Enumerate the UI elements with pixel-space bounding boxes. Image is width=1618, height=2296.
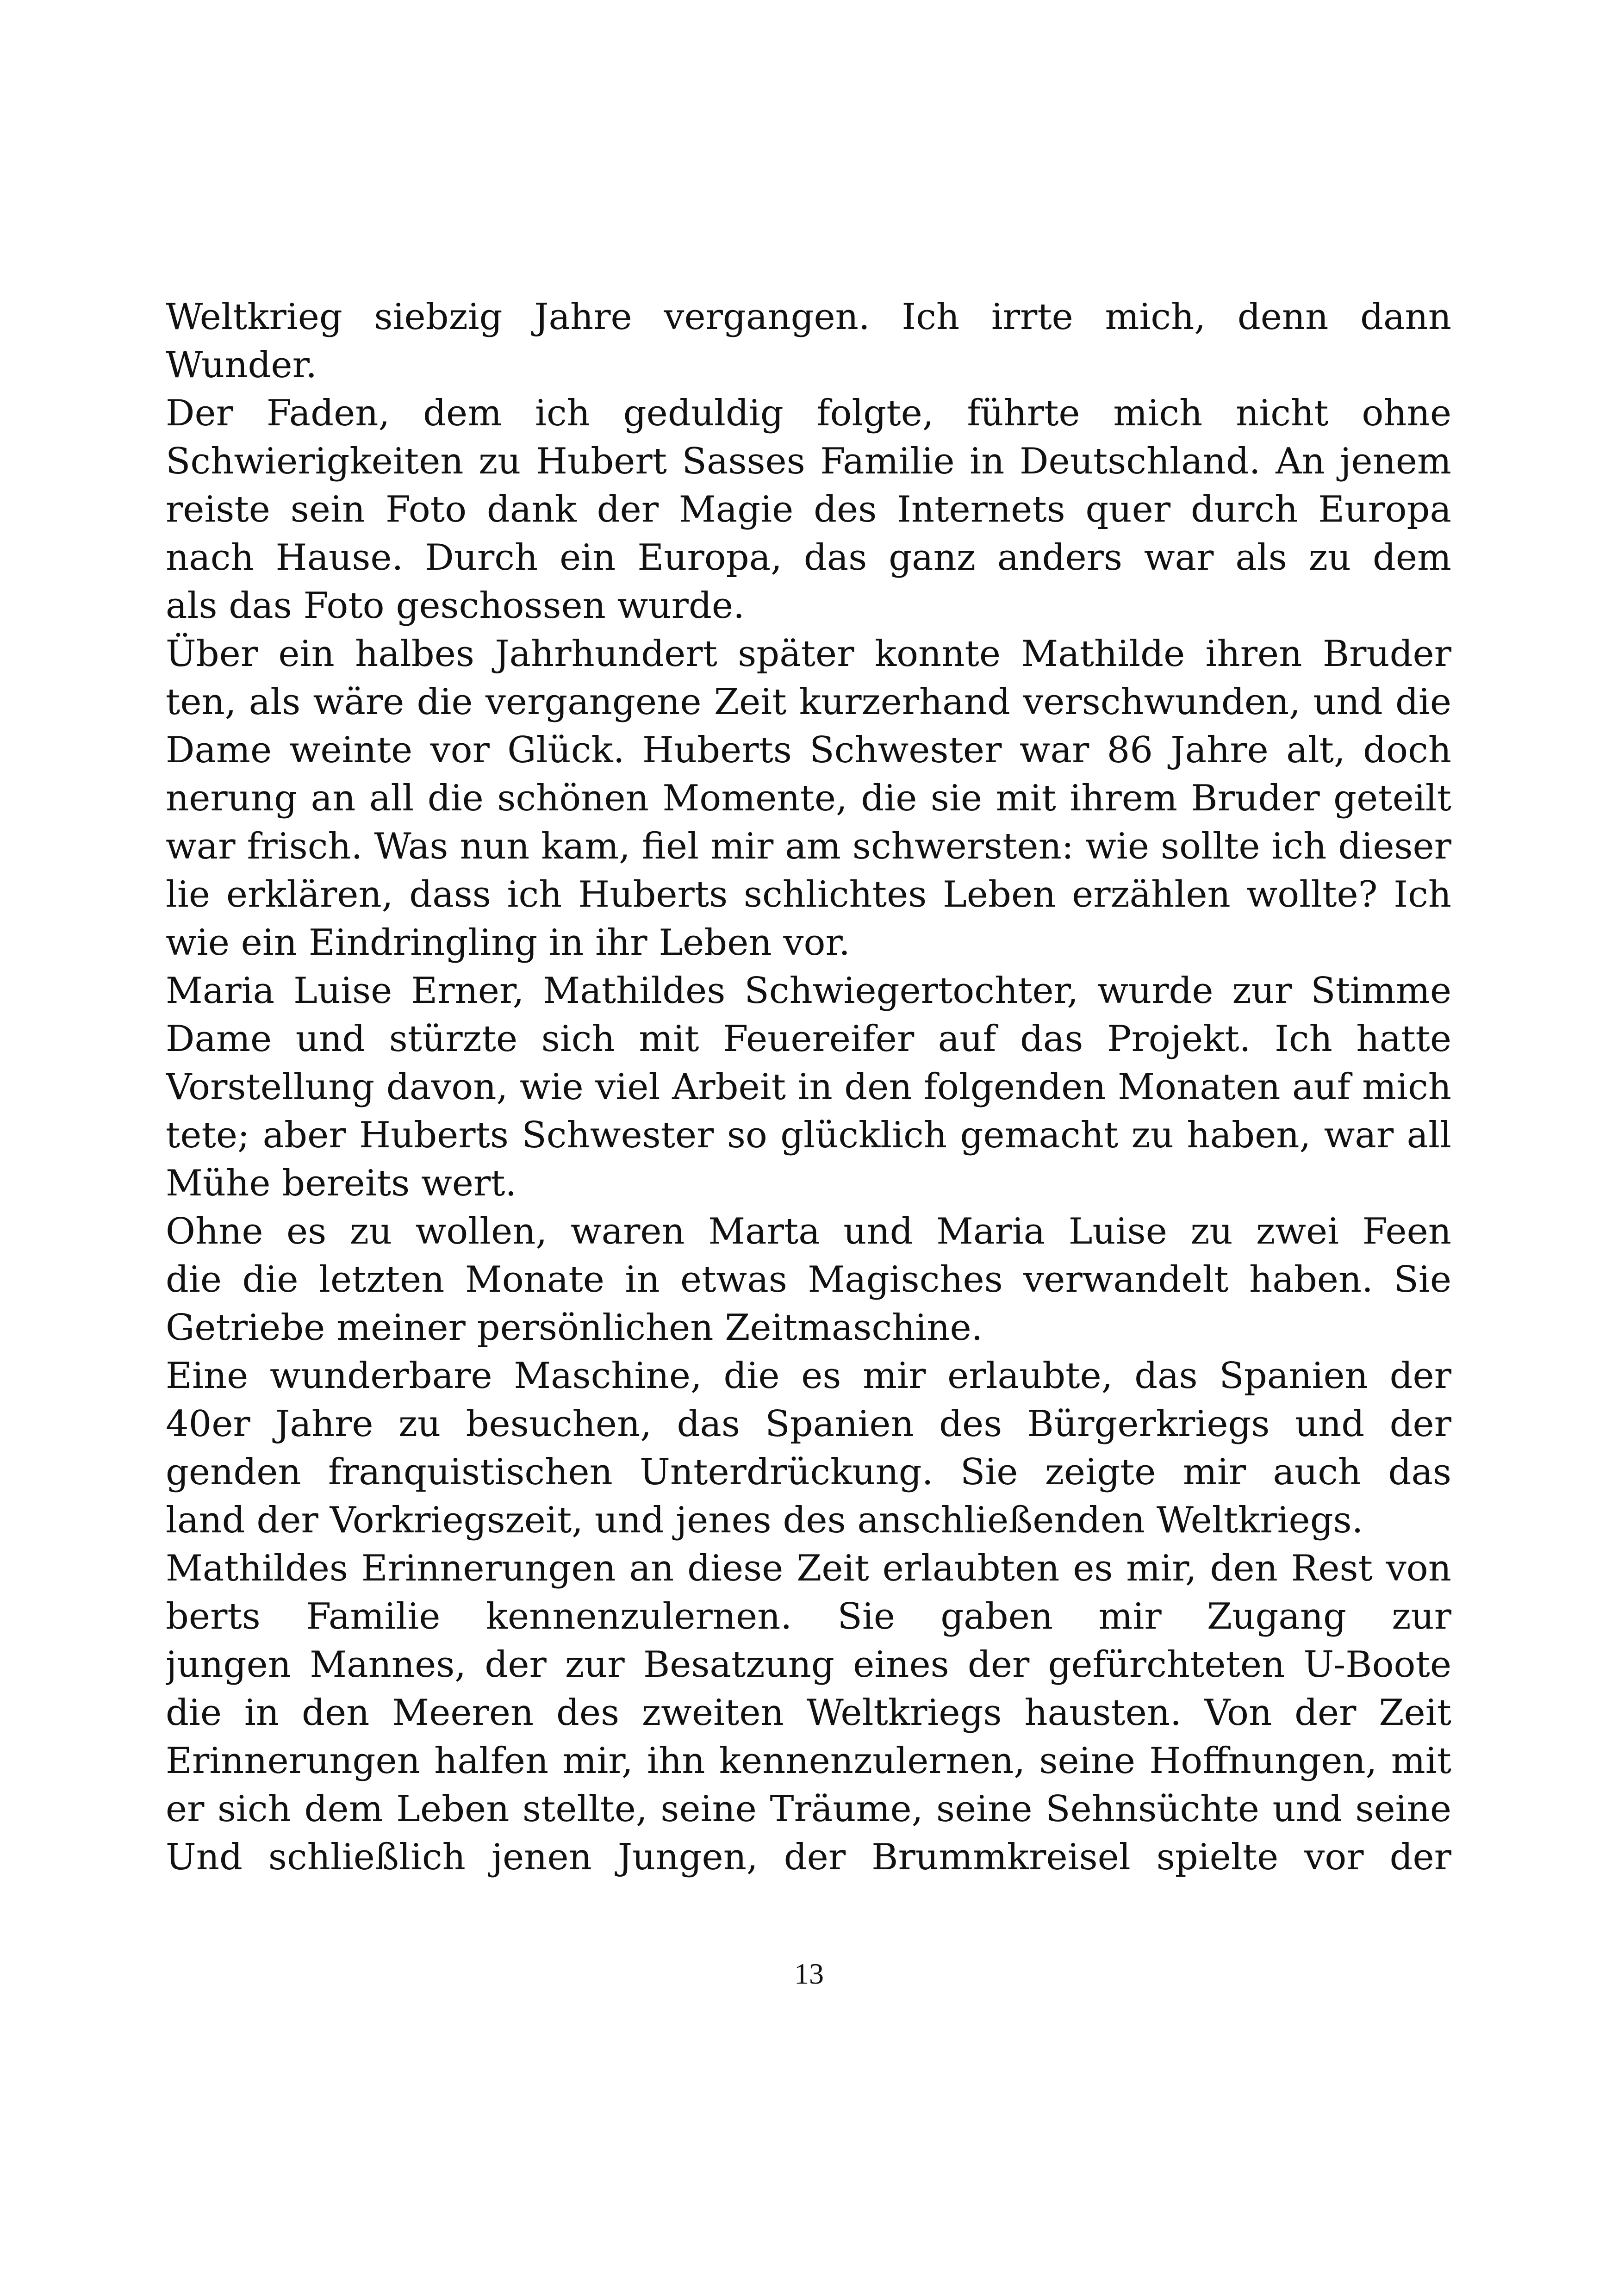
text-line: Und schließlich jenen Jungen, der Brummkreisel spielte vor der — [166, 1836, 1451, 1878]
text-line: er sich dem Leben stellte, seine Träume, seine Sehnsüchte und seine — [166, 1788, 1451, 1830]
text-line: reiste sein Foto dank der Magie des Internets quer durch Europa — [166, 489, 1451, 530]
text-line: als das Foto geschossen wurde. — [166, 585, 745, 627]
text-line: wie ein Eindringling in ihr Leben vor. — [166, 922, 850, 964]
text-line: nach Hause. Durch ein Europa, das ganz anders war als zu dem — [166, 537, 1451, 579]
text-line: Eine wunderbare Maschine, die es mir erlaubte, das Spanien der — [166, 1355, 1451, 1397]
text-line: Über ein halbes Jahrhundert später konnte Mathilde ihren Bruder — [166, 633, 1451, 675]
text-line: jungen Mannes, der zur Besatzung eines der gefürchteten U-Boote — [166, 1644, 1451, 1686]
text-line: Schwierigkeiten zu Hubert Sasses Familie in Deutschland. An jenem — [166, 441, 1451, 482]
text-line: Wunder. — [166, 344, 317, 386]
text-line: tete; aber Huberts Schwester so glücklich gemacht zu haben, war all — [166, 1114, 1451, 1156]
body-text — [166, 293, 1451, 1881]
text-line: 40er Jahre zu besuchen, das Spanien des Bürgerkriegs und der — [166, 1403, 1451, 1445]
text-line: Mathildes Erinnerungen an diese Zeit erlaubten es mir, den Rest von — [166, 1548, 1451, 1589]
text-line: lie erklären, dass ich Huberts schlichtes Leben erzählen wollte? Ich — [166, 874, 1451, 915]
text-line: die die letzten Monate in etwas Magisches verwandelt haben. Sie — [166, 1259, 1451, 1300]
text-line: Erinnerungen halfen mir, ihn kennenzulernen, seine Hoffnungen, mit — [166, 1740, 1451, 1782]
text-line: Vorstellung davon, wie viel Arbeit in den folgenden Monaten auf mich — [166, 1066, 1451, 1108]
text-line: Maria Luise Erner, Mathildes Schwiegertochter, wurde zur Stimme — [166, 970, 1451, 1012]
text-line: berts Familie kennenzulernen. Sie gaben mir Zugang zur — [166, 1596, 1451, 1637]
text-line: Mühe bereits wert. — [166, 1163, 517, 1204]
text-line: land der Vorkriegszeit, und jenes des anschließenden Weltkriegs. — [166, 1500, 1363, 1541]
text-line: genden franquistischen Unterdrückung. Sie zeigte mir auch das — [166, 1451, 1451, 1493]
text-line: die in den Meeren des zweiten Weltkriegs hausten. Von der Zeit — [166, 1692, 1451, 1734]
text-line: Weltkrieg siebzig Jahre vergangen. Ich irrte mich, denn dann — [166, 296, 1451, 338]
page-number: 13 — [794, 1957, 824, 1990]
text-line: nerung an all die schönen Momente, die sie mit ihrem Bruder geteilt — [166, 778, 1451, 819]
text-line: ten, als wäre die vergangene Zeit kurzerhand verschwunden, und die — [166, 681, 1451, 723]
text-line: Getriebe meiner persönlichen Zeitmaschine. — [166, 1307, 983, 1349]
text-line: Dame und stürzte sich mit Feuereifer auf das Projekt. Ich hatte — [166, 1018, 1451, 1060]
text-line: Ohne es zu wollen, waren Marta und Maria Luise zu zwei Feen — [166, 1211, 1451, 1252]
text-line: Der Faden, dem ich geduldig folgte, führte mich nicht ohne — [166, 392, 1451, 434]
text-line: war frisch. Was nun kam, fiel mir am schwersten: wie sollte ich dieser — [166, 826, 1451, 867]
text-line: Dame weinte vor Glück. Huberts Schwester war 86 Jahre alt, doch — [166, 729, 1451, 771]
